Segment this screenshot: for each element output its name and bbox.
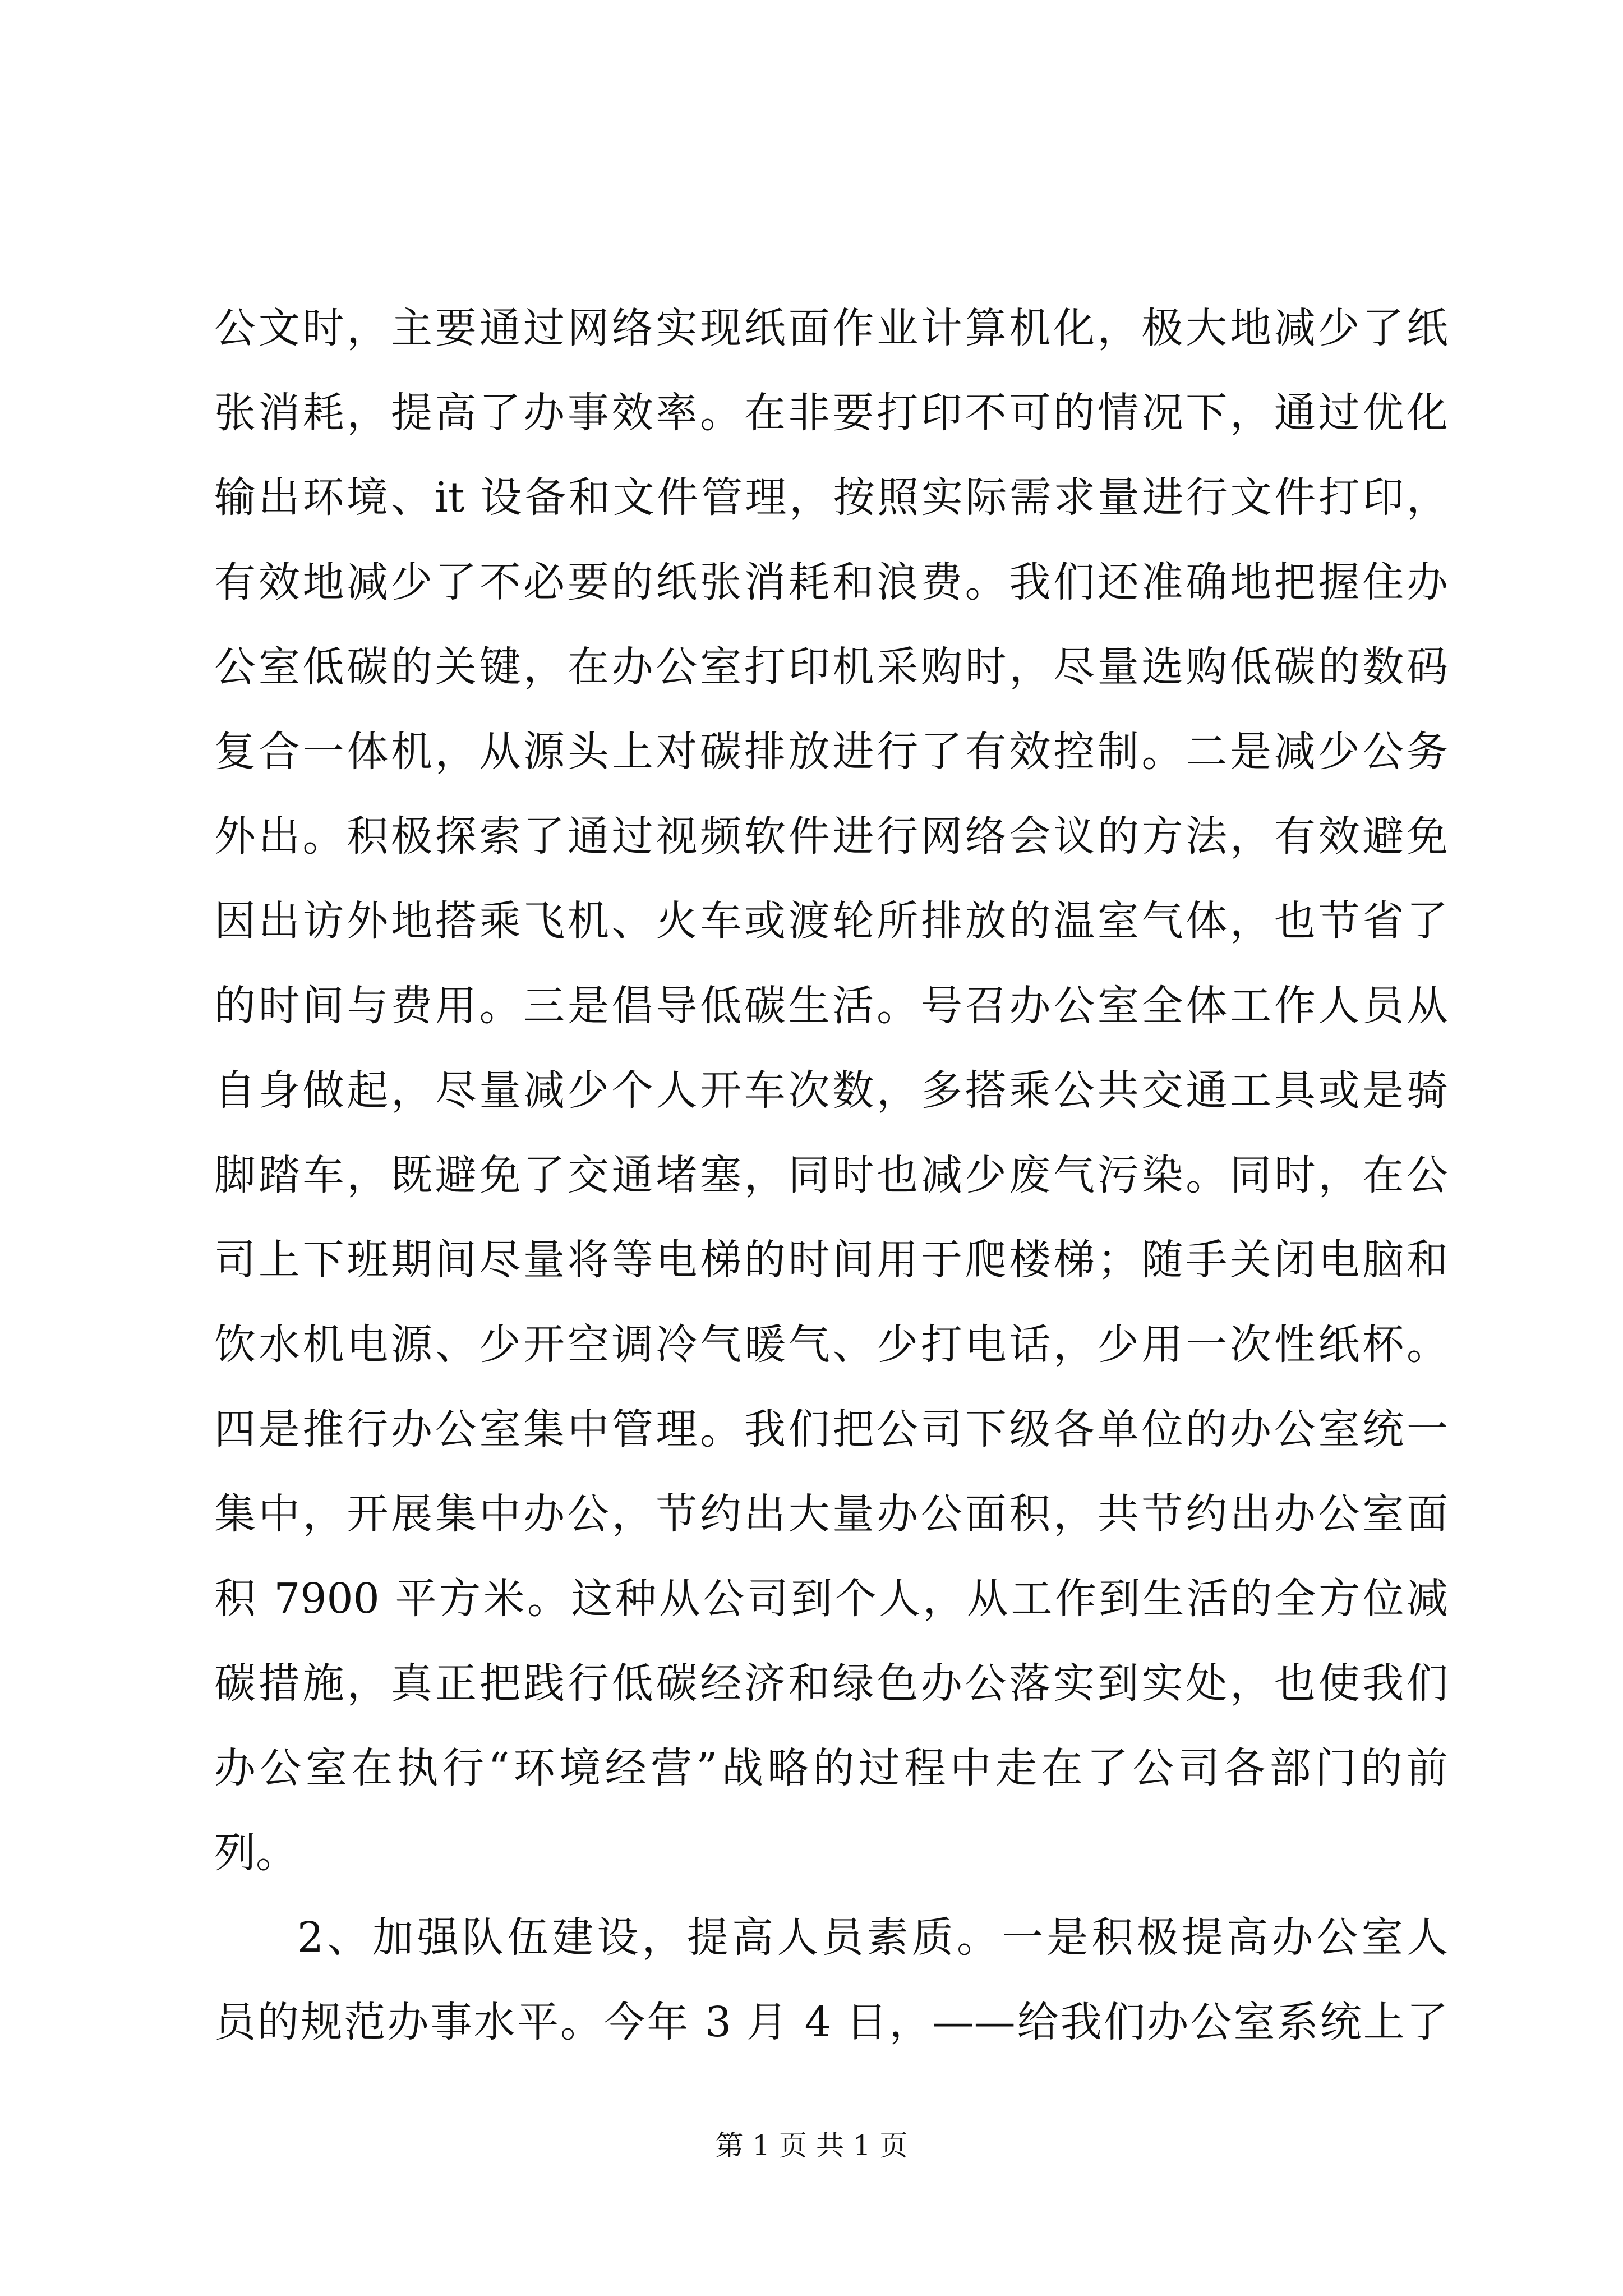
- body-text-line: 脚踏车，既避免了交通堵塞，同时也减少废气污染。同时，在公: [214, 1151, 1448, 1199]
- body-text-line: 有效地减少了不必要的纸张消耗和浪费。我们还准确地把握住办: [214, 558, 1448, 606]
- body-text-line: 自身做起，尽量减少个人开车次数，多搭乘公共交通工具或是骑: [214, 1066, 1448, 1115]
- body-text-line: 的时间与费用。三是倡导低碳生活。号召办公室全体工作人员从: [214, 982, 1448, 1030]
- paragraph-first-line: 2、加强队伍建设，提高人员素质。一是积极提高办公室人: [297, 1913, 1448, 1962]
- body-text-line: 复合一体机，从源头上对碳排放进行了有效控制。二是减少公务: [214, 728, 1448, 776]
- body-text-line: 公室低碳的关键，在办公室打印机采购时，尽量选购低碳的数码: [214, 643, 1448, 691]
- body-text-line: 列。: [214, 1829, 297, 1877]
- body-text-line: 饮水机电源、少开空调冷气暖气、少打电话，少用一次性纸杯。: [214, 1320, 1448, 1369]
- body-text-line: 集中，开展集中办公，节约出大量办公面积，共节约出办公室面: [214, 1490, 1448, 1538]
- body-text-line: 员的规范办事水平。今年 3 月 4 日，——给我们办公室系统上了: [214, 1998, 1448, 2046]
- body-text-line: 公文时，主要通过网络实现纸面作业计算机化，极大地减少了纸: [214, 304, 1448, 352]
- body-text-line: 四是推行办公室集中管理。我们把公司下级各单位的办公室统一: [214, 1405, 1448, 1453]
- body-text-line: 张消耗，提高了办事效率。在非要打印不可的情况下，通过优化: [214, 389, 1448, 437]
- body-text-line: 司上下班期间尽量将等电梯的时间用于爬楼梯；随手关闭电脑和: [214, 1236, 1448, 1284]
- body-text-line: 因出访外地搭乘飞机、火车或渡轮所排放的温室气体，也节省了: [214, 897, 1448, 945]
- body-text-line: 碳措施，真正把践行低碳经济和绿色办公落实到实处，也使我们: [214, 1659, 1448, 1708]
- body-text-line: 外出。积极探索了通过视频软件进行网络会议的方法，有效避免: [214, 812, 1448, 861]
- body-text-line: 输出环境、it 设备和文件管理，按照实际需求量进行文件打印，: [214, 473, 1448, 522]
- body-text-line: 积 7900 平方米。这种从公司到个人，从工作到生活的全方位减: [214, 1575, 1448, 1623]
- body-text-line: 办公室在执行“环境经营”战略的过程中走在了公司各部门的前: [214, 1744, 1448, 1792]
- page-footer: 第 1 页 共 1 页: [715, 2129, 908, 2162]
